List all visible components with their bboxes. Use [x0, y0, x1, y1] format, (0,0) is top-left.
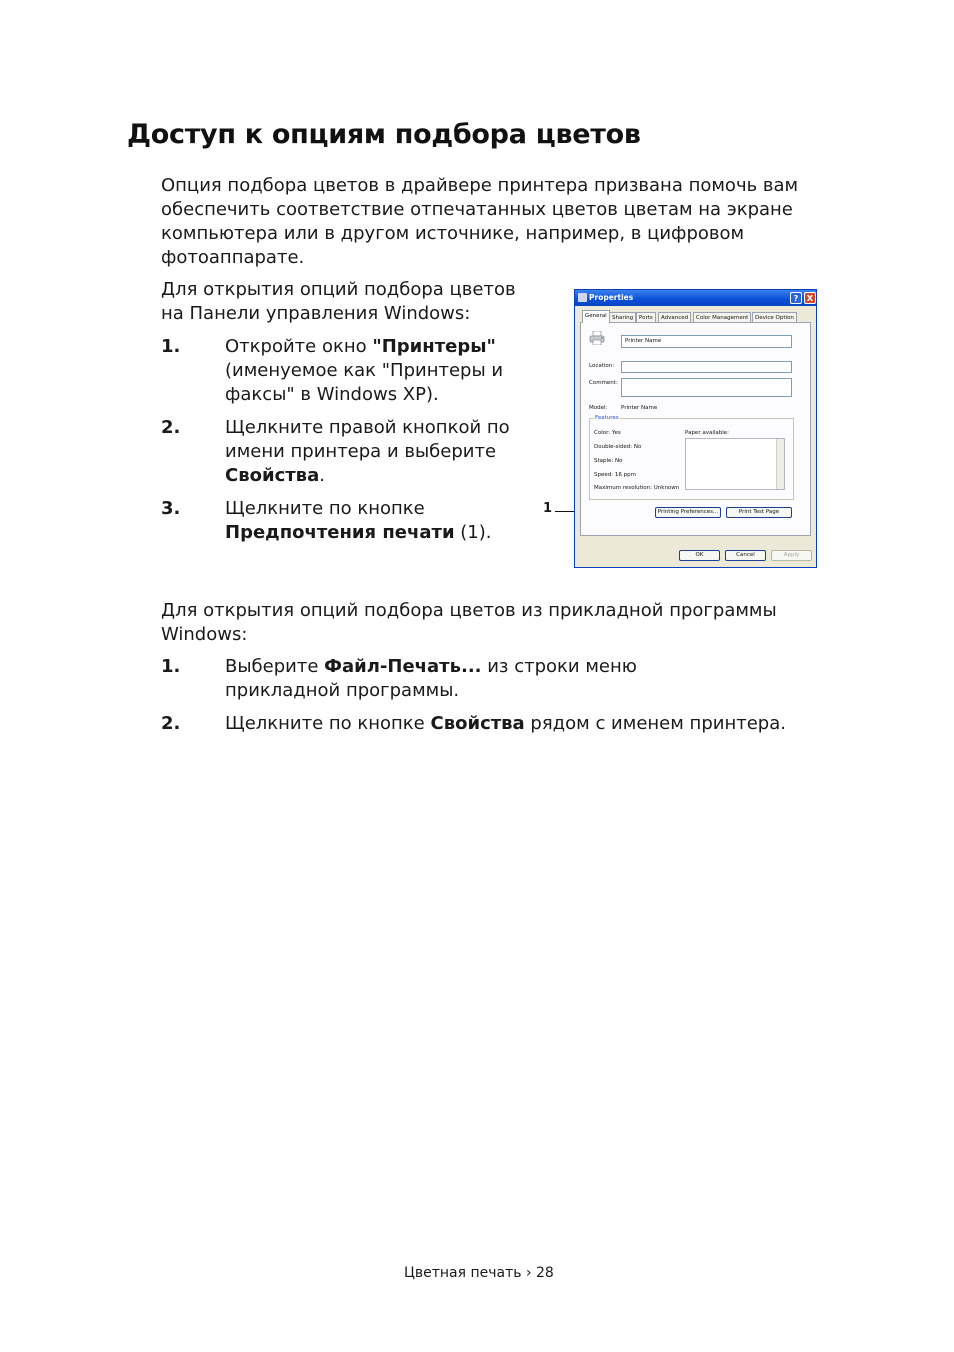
paper-available-list[interactable]	[685, 438, 785, 490]
comment-label: Comment:	[589, 380, 618, 386]
page-title: Доступ к опциям подбора цветов	[127, 119, 641, 150]
step-text	[225, 655, 745, 703]
print-test-page-button[interactable]: Print Test Page	[726, 507, 792, 518]
section1-step-1	[161, 335, 521, 407]
section1-lead: Для открытия опций подбора цветов на Панели управления Windows:	[161, 279, 516, 324]
double-sided-feature: Double-sided: No	[594, 444, 642, 450]
tab-general[interactable]: General	[582, 310, 610, 323]
speed-feature: Speed: 16 ppm	[594, 472, 636, 478]
paper-available-label: Paper available:	[685, 430, 730, 436]
apply-button[interactable]: Apply	[771, 550, 812, 561]
printing-preferences-button[interactable]: Printing Preferences...	[655, 507, 721, 518]
section1-step-3	[161, 497, 521, 545]
color-feature: Color: Yes	[594, 430, 621, 436]
page-footer: Цветная печать › 28	[404, 1265, 554, 1281]
list-scrollbar[interactable]	[776, 439, 784, 489]
section2-step-2	[161, 712, 801, 736]
tab-device-option[interactable]: Device Option	[752, 312, 797, 322]
step-text-post: .	[319, 465, 325, 486]
step-text-pre: Выберите	[225, 656, 325, 677]
step-text-post: рядом с именем принтера.	[524, 713, 786, 734]
tab-advanced[interactable]: Advanced	[658, 312, 691, 322]
close-button[interactable]: X	[804, 292, 816, 304]
printer-name-value: Printer Name	[625, 338, 662, 344]
step-text-post: из строки меню прикладной программы.	[225, 656, 637, 701]
callout-number: 1	[543, 501, 553, 516]
step-number: 1.	[161, 656, 181, 677]
step-text-pre: Откройте окно	[225, 336, 373, 357]
staple-feature: Staple: No	[594, 458, 623, 464]
step-number: 2.	[161, 713, 181, 734]
tab-sharing[interactable]: Sharing	[609, 312, 636, 322]
step-text-pre: Щелкните по кнопке	[225, 713, 431, 734]
printer-title-icon	[578, 293, 587, 302]
step-number: 3.	[161, 498, 181, 519]
section2-step-1	[161, 655, 781, 703]
model-value: Printer Name	[621, 405, 658, 411]
ok-button[interactable]: OK	[679, 550, 720, 561]
location-field[interactable]	[621, 361, 792, 373]
properties-dialog	[574, 289, 817, 568]
dialog-titlebar[interactable]	[575, 290, 816, 306]
step-text-post: (1).	[454, 522, 492, 543]
intro-paragraph: Опция подбора цветов в драйвере принтера призвана помочь вам обеспечить соответствие отпечатанных цветов цветам на экране компьютера или в другом источнике, например, в цифровом фотоаппарате.	[161, 175, 799, 268]
step-number: 1.	[161, 336, 181, 357]
step-text-bold: Свойства	[225, 465, 320, 486]
step-text-bold: Свойства	[430, 713, 525, 734]
printer-icon	[589, 331, 605, 345]
max-resolution-feature: Maximum resolution: Unknown	[594, 485, 680, 491]
step-text-bold: "Принтеры"	[372, 336, 496, 357]
step-text	[225, 335, 515, 407]
step-text-post: (именуемое как "Принтеры и факсы" в Windows XP).	[225, 360, 504, 405]
comment-field[interactable]	[621, 378, 792, 397]
general-tab-panel	[580, 322, 811, 536]
tab-color-management[interactable]: Color Management	[693, 312, 751, 322]
location-label: Location:	[589, 363, 615, 369]
step-number: 2.	[161, 417, 181, 438]
features-group	[589, 415, 794, 500]
tab-ports[interactable]: Ports	[636, 312, 656, 322]
features-label: Features	[595, 415, 619, 421]
dialog-title: Properties	[589, 293, 634, 302]
step-text-pre: Щелкните правой кнопкой по имени принтера и выберите	[225, 417, 510, 462]
cancel-button[interactable]: Cancel	[725, 550, 766, 561]
step-text	[225, 497, 515, 545]
help-button[interactable]: ?	[790, 292, 802, 304]
model-label: Model:	[589, 405, 608, 411]
step-text-bold: Предпочтения печати	[225, 522, 455, 543]
section1-step-2	[161, 416, 521, 488]
printer-name-field[interactable]	[621, 335, 792, 348]
step-text	[225, 712, 801, 736]
step-text-pre: Щелкните по кнопке	[225, 498, 425, 519]
step-text-bold: Файл-Печать...	[324, 656, 482, 677]
step-text	[225, 416, 515, 488]
section2-lead: Для открытия опций подбора цветов из прикладной программы Windows:	[161, 600, 777, 645]
